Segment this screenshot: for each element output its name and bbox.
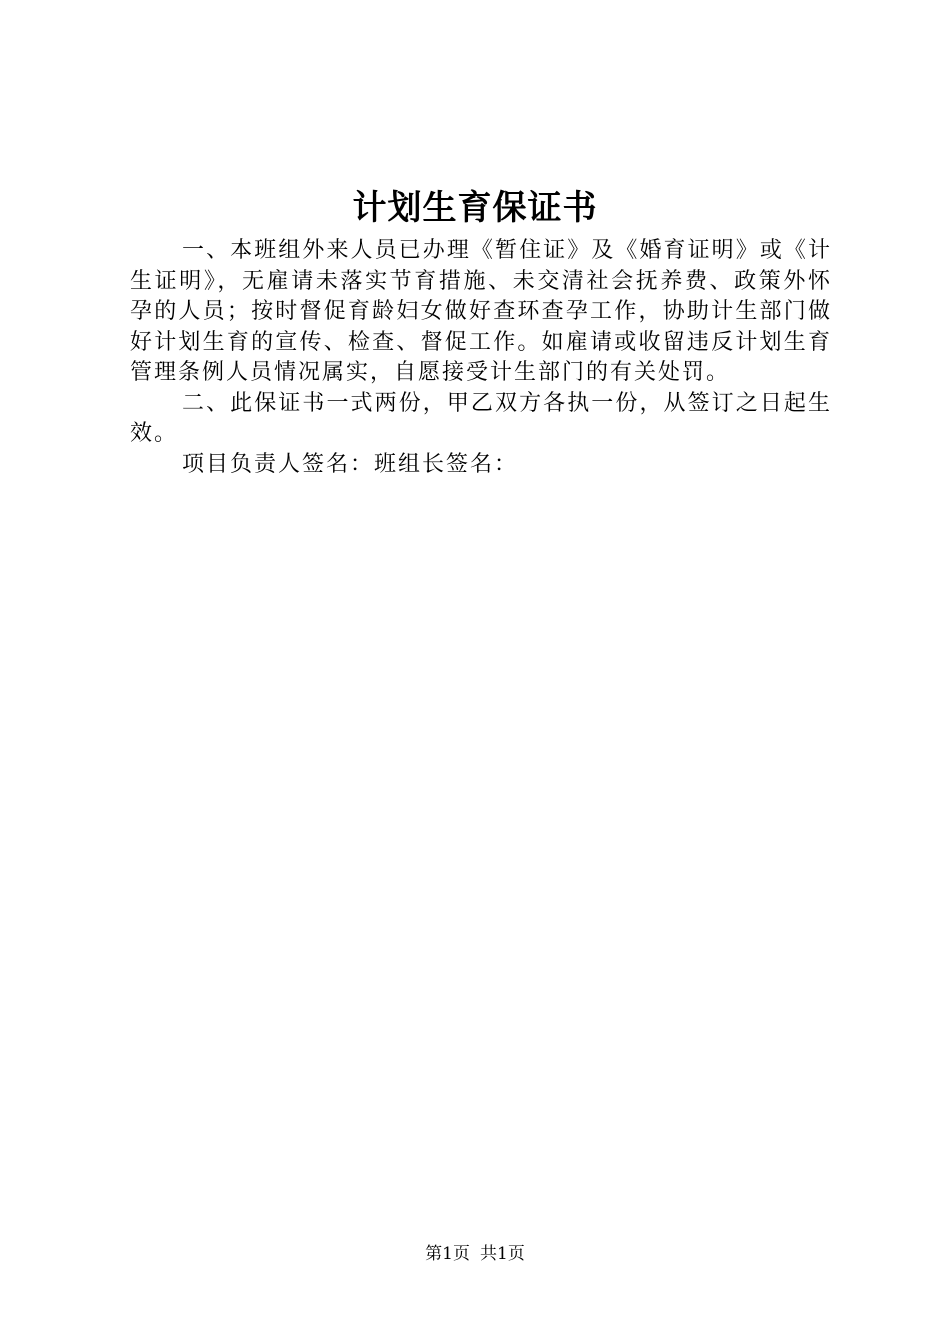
signature-line: 项目负责人签名：班组长签名： (182, 451, 519, 477)
page-number-total: 共1页 (480, 1244, 525, 1264)
paragraph-clause-1: 一、本班组外来人员已办理《暂住证》及《婚育证明》或《计生证明》，无雇请未落实节育措施、未交清社会抚养费、政策外怀孕的人员；按时督促育龄妇女做好查环查孕工作，协助计生部门做好计划生育的宣传、检查、督促工作。如雇请或收留违反计划生育管理条例人员情况属实，自愿接受计生部门的有关处罚。 (130, 238, 832, 385)
page-number-current: 第1页 (425, 1244, 470, 1264)
paragraph-clause-2: 二、此保证书一式两份，甲乙双方各执一份，从签订之日起生效。 (130, 390, 832, 446)
document-body (130, 236, 832, 480)
document-title: 计划生育保证书 (352, 188, 598, 228)
page-footer (0, 1242, 950, 1266)
